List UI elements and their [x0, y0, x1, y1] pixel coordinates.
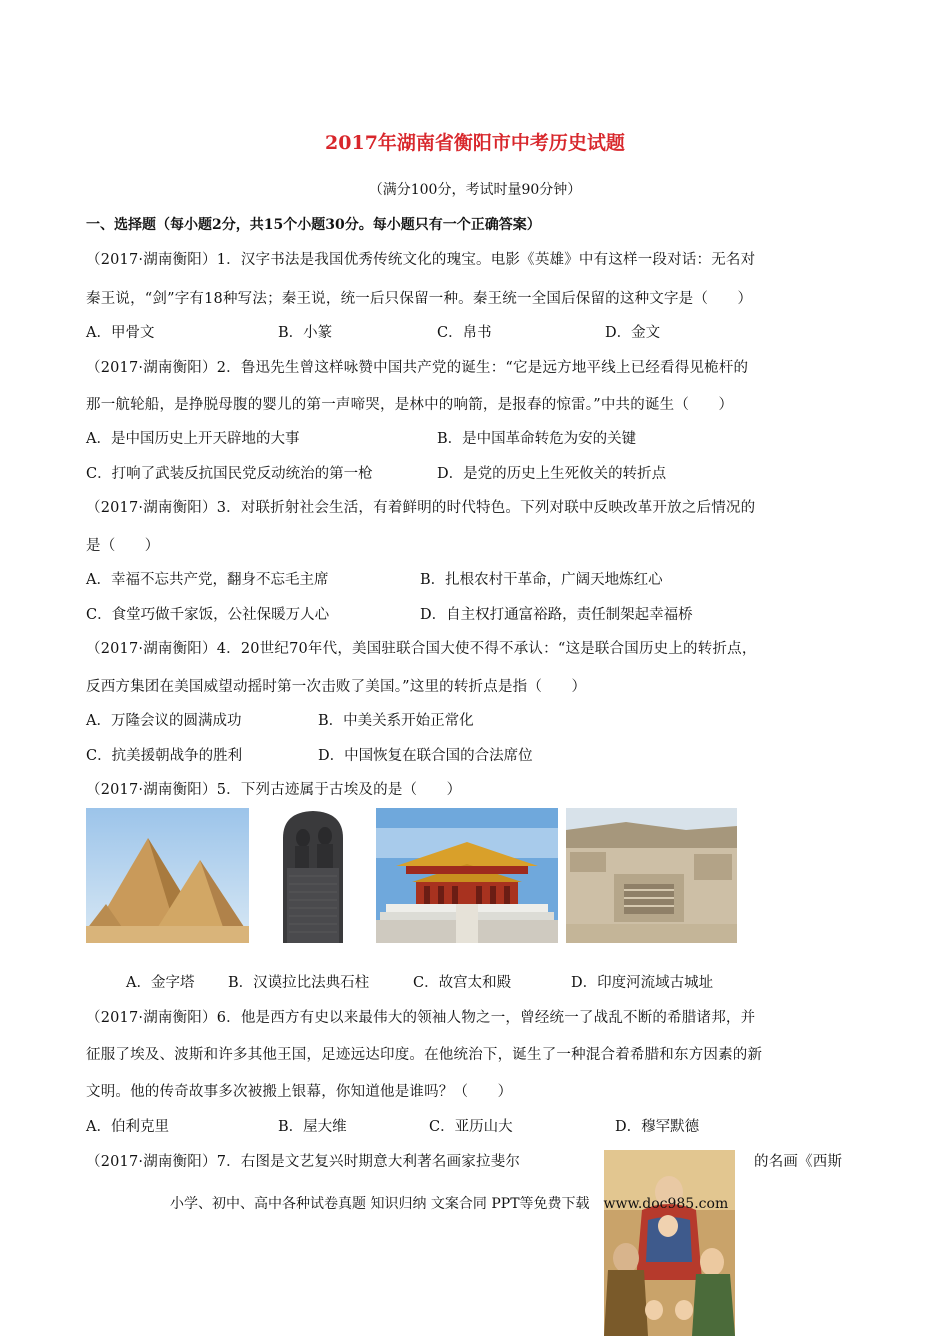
question-4-text: （2017·湖南衡阳）4．20世纪70年代，美国驻联合国大使不得不承认：“这是联合国历史上的转折点， — [86, 641, 757, 657]
question-2-option-a: A．是中国历史上开天辟地的大事 — [86, 431, 300, 447]
taihe-hall-image — [376, 808, 558, 943]
pyramids-image — [86, 808, 249, 943]
question-3-text: 是（ ） — [86, 538, 160, 554]
question-3-text: （2017·湖南衡阳）3．对联折射社会生活，有着鲜明的时代特色。下列对联中反映改革开放之后情况的 — [86, 500, 756, 516]
question-3-option-a: A．幸福不忘共产党，翻身不忘毛主席 — [86, 572, 329, 588]
question-1-option-d: D．金文 — [605, 325, 661, 341]
question-1-option-b: B．小篆 — [278, 325, 333, 341]
question-6-option-b: B．屋大维 — [278, 1119, 347, 1135]
indus-city-ruins-image — [566, 808, 737, 943]
question-5-option-b: B．汉谟拉比法典石柱 — [228, 975, 370, 991]
hammurabi-stele-image — [273, 808, 353, 943]
question-4-text: 反西方集团在美国威望动摇时第一次击败了美国。”这里的转折点是指（ ） — [86, 679, 587, 695]
question-4-option-c: C．抗美援朝战争的胜利 — [86, 748, 243, 764]
question-7-text: 的名画《西斯 — [754, 1154, 843, 1170]
question-3-option-d: D．自主权打通富裕路，责任制架起幸福桥 — [420, 607, 693, 623]
question-6-option-c: C．亚历山大 — [429, 1119, 513, 1135]
sistine-madonna-image — [604, 1150, 735, 1336]
question-5-option-c: C．故宫太和殿 — [413, 975, 512, 991]
question-7-text: （2017·湖南衡阳）7．右图是文艺复兴时期意大利著名画家拉斐尔 — [86, 1154, 521, 1170]
question-5-option-a: A．金字塔 — [126, 975, 195, 991]
question-6-text: 征服了埃及、波斯和许多其他王国，足迹远达印度。在他统治下，诞生了一种混合着希腊和东方因素的新 — [86, 1047, 763, 1063]
question-1-text: 秦王说，“剑”字有18种写法；秦王说，统一后只保留一种。秦王统一全国后保留的这种文字是（ ） — [86, 291, 753, 307]
question-3-option-b: B．扎根农村干革命，广阔天地炼红心 — [420, 572, 663, 588]
question-1-option-c: C．帛书 — [437, 325, 492, 341]
question-5-option-d: D．印度河流域古城址 — [571, 975, 714, 991]
question-1-option-a: A．甲骨文 — [86, 325, 155, 341]
question-2-text: 那一航轮船，是挣脱母腹的婴儿的第一声啼哭，是林中的响箭，是报春的惊雷。”中共的诞生（ ） — [86, 397, 734, 413]
question-2-text: （2017·湖南衡阳）2．鲁迅先生曾这样咏赞中国共产党的诞生：“它是远方地平线上已经看得见桅杆的 — [86, 360, 749, 376]
question-1-text: （2017·湖南衡阳）1．汉字书法是我国优秀传统文化的瑰宝。电影《英雄》中有这样一段对话：无名对 — [86, 252, 756, 268]
question-6-text: （2017·湖南衡阳）6．他是西方有史以来最伟大的领袖人物之一，曾经统一了战乱不断的希腊诸邦，并 — [86, 1010, 756, 1026]
question-2-option-d: D．是党的历史上生死攸关的转折点 — [437, 466, 667, 482]
question-5-text: （2017·湖南衡阳）5．下列古迹属于古埃及的是（ ） — [86, 782, 462, 798]
question-4-option-a: A．万隆会议的圆满成功 — [86, 713, 242, 729]
section-heading: 一、选择题（每小题2分，共15个小题30分。每小题只有一个正确答案） — [86, 217, 541, 233]
page-footer: 小学、初中、高中各种试卷真题 知识归纳 文案合同 PPT等免费下载 www.doc985.com — [170, 1196, 729, 1212]
page-title: 2017年湖南省衡阳市中考历史试题 — [325, 132, 625, 154]
question-2-option-b: B．是中国革命转危为安的关键 — [437, 431, 637, 447]
question-3-option-c: C．食堂巧做千家饭，公社保暖万人心 — [86, 607, 330, 623]
question-6-text: 文明。他的传奇故事多次被搬上银幕，你知道他是谁吗？（ ） — [86, 1084, 513, 1100]
question-6-option-a: A．伯利克里 — [86, 1119, 169, 1135]
question-4-option-d: D．中国恢复在联合国的合法席位 — [318, 748, 533, 764]
question-2-option-c: C．打响了武装反抗国民党反动统治的第一枪 — [86, 466, 373, 482]
exam-info: （满分100分，考试时量90分钟） — [368, 182, 582, 198]
question-6-option-d: D．穆罕默德 — [615, 1119, 700, 1135]
question-4-option-b: B．中美关系开始正常化 — [318, 713, 474, 729]
